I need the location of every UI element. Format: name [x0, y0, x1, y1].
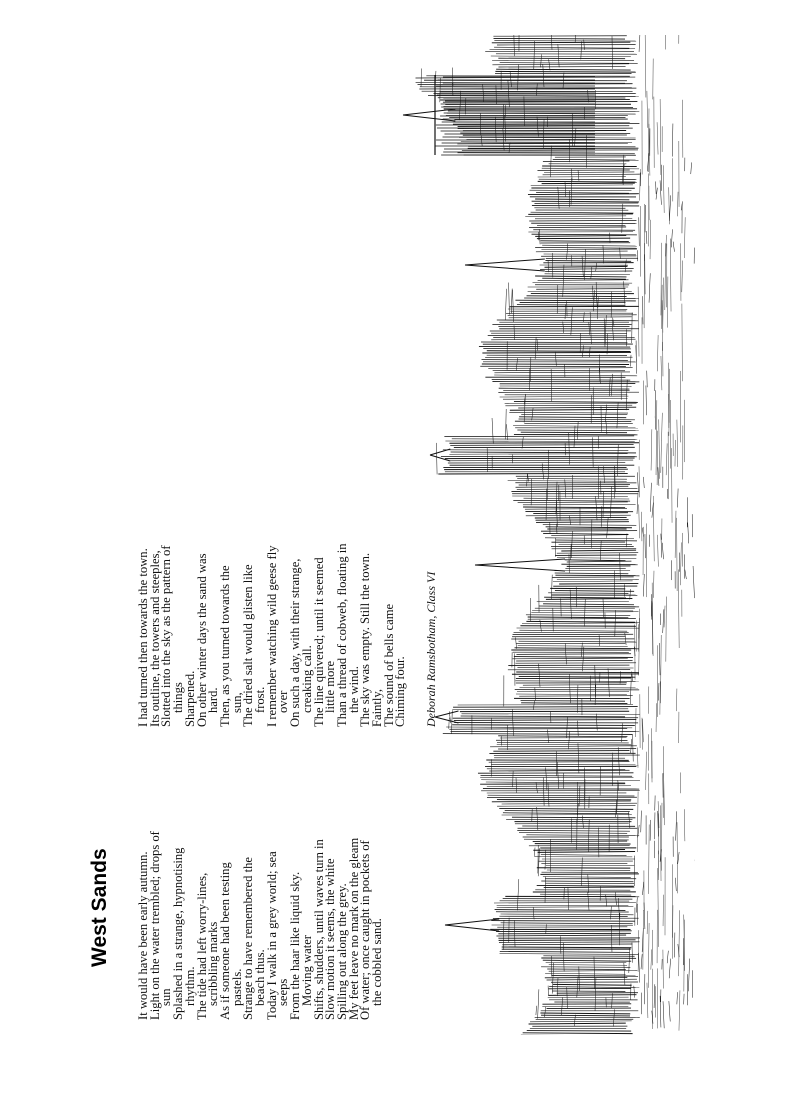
poem-line: Faintly,: [370, 688, 385, 727]
poem-line: My feet leave no mark on the gleam: [346, 837, 361, 1020]
poem-line: The sky was empty. Still the town.: [358, 552, 373, 727]
poem-line: the wind.: [346, 666, 361, 713]
poem-line: the cobbled sand.: [370, 918, 385, 1006]
author-signature: Deborah Ramsbotham, Class VI: [424, 571, 438, 727]
poem-line: I remember watching wild geese fly: [264, 545, 279, 727]
poem-line: As if someone had been testing: [217, 862, 232, 1020]
poem-line: Its outline, the towers and steeples,: [147, 550, 162, 727]
poem-title: West Sands: [88, 848, 111, 967]
poem-line: Today I walk in a grey world; sea: [264, 851, 279, 1020]
poem-line: sun: [159, 988, 174, 1006]
town-skyline-sketch: [395, 35, 695, 1035]
poem-line: Light on the water trembled; drops of: [147, 831, 162, 1020]
poem-line: The sound of bells came: [381, 603, 396, 727]
poem-line: beach thus.: [253, 949, 268, 1006]
poem-line: rhythm.: [182, 966, 197, 1006]
poem-line: Of water; once caught in pockets of: [358, 840, 373, 1020]
poem-line: The dried salt would glisten like: [241, 564, 256, 727]
poem-line: Sharpened.: [182, 670, 197, 727]
poem-line: Then, as you turned towards the: [217, 565, 232, 727]
poem-line: frost.: [253, 686, 268, 713]
poem-line: On other winter days the sand was: [194, 553, 209, 727]
poem-line: The line quivered; until it seemed: [311, 557, 326, 727]
poem-line: over: [276, 690, 291, 713]
poem-column-right: [138, 507, 407, 727]
poem-line: Than a thread of cobweb, floating in: [334, 543, 349, 727]
poem-line: Splashed in a strange, hypnotising: [171, 847, 186, 1020]
poem-line: pastels.: [229, 968, 244, 1006]
poem-line: On such a day, with their strange,: [288, 558, 303, 727]
poem-line: Strange to have remembered the: [241, 857, 256, 1020]
poem-line: sun,: [229, 692, 244, 713]
poem-line: The tide had left worry-lines,: [194, 872, 209, 1020]
poem-line: Shifts, shudders, until waves turn in: [311, 839, 326, 1020]
poem-column-left: [138, 750, 384, 1020]
poem-line: little more: [323, 660, 338, 713]
poem-line: hard.: [206, 687, 221, 713]
poem-line: Chiming four.: [393, 656, 408, 727]
poem-line: It would have been early autumn.: [136, 851, 150, 1020]
poem-line: creaking call.: [299, 645, 314, 713]
poem-line: Moving water: [299, 935, 314, 1006]
poem-line: scribbling marks: [206, 921, 221, 1006]
poem-line: things: [171, 682, 186, 713]
poem-line: I had turned then towards the town.: [136, 548, 150, 727]
poem-line: Slow motion it seems, the white: [323, 858, 338, 1020]
poem-line: Slotted into the sky as the pattern of: [159, 545, 174, 727]
poem-line: Spilling out along the grey.: [334, 883, 349, 1020]
poem-line: seeps: [276, 978, 291, 1006]
poem-line: From the haar like liquid sky.: [288, 871, 303, 1020]
